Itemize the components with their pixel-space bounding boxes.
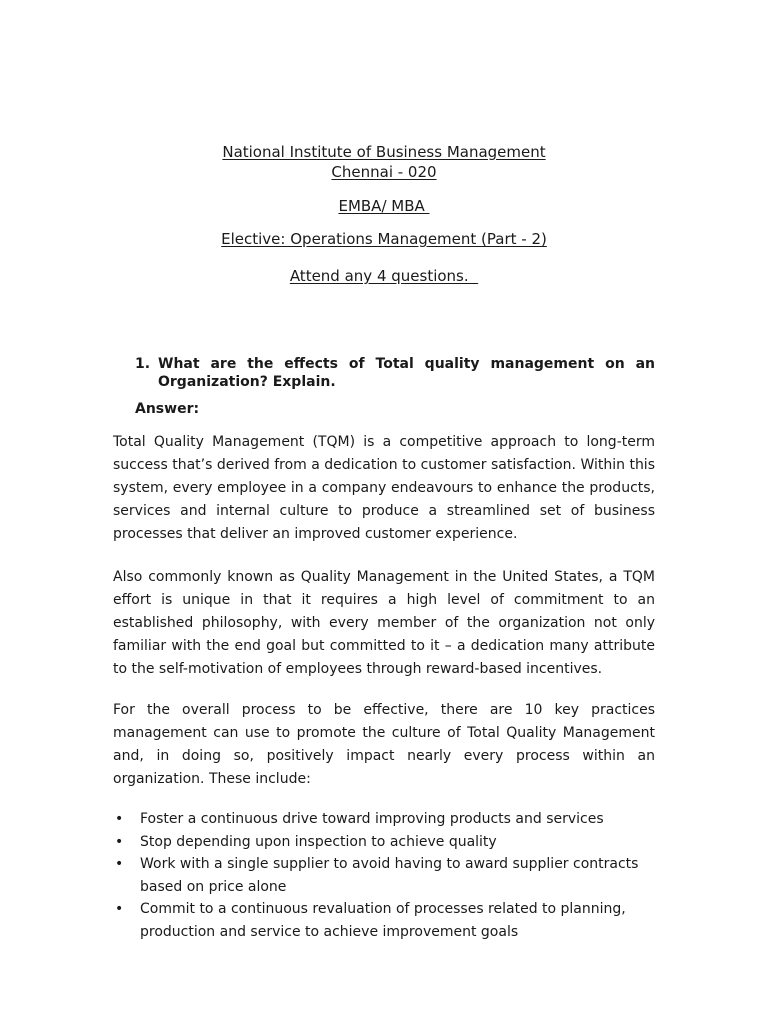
question-1 [135, 355, 655, 391]
institute-city: Chennai - 020 [331, 163, 437, 181]
bullet-icon: • [115, 901, 124, 917]
list-item [113, 898, 655, 943]
elective-title: Elective: Operations Management (Part - 2) [221, 230, 547, 248]
bullet-icon: • [115, 833, 124, 850]
program-title: EMBA/ MBA [338, 197, 430, 215]
paragraph-3: For the overall process to be effective, there are 10 key practices management can use to promote the culture of Total Quality Management and, in doing so, positively impact nearly every process within an organization. These include: [113, 702, 655, 787]
list-item-text: Work with a single supplier to avoid having to award supplier contracts based on price alone [140, 856, 639, 895]
practices-list [113, 808, 655, 943]
list-item [113, 808, 655, 831]
question-number: 1. [135, 356, 151, 372]
answer-label: Answer: [135, 401, 200, 417]
list-item-text: Foster a continuous drive toward improving products and services [140, 811, 604, 827]
bullet-icon: • [115, 856, 124, 872]
list-item [113, 831, 655, 854]
list-item-text: Stop depending upon inspection to achieve quality [140, 833, 497, 850]
list-item [113, 853, 655, 898]
paragraph-2: Also commonly known as Quality Management in the United States, a TQM effort is unique in that it requires a high level of commitment to an established philosophy, with every member of the organization not only familiar with the end goal but committed to it – a dedication many attribute to the self-motivation of employees through reward-based incentives. [113, 569, 655, 677]
list-item-text: Commit to a continuous revaluation of processes related to planning, production and service to achieve improvement goals [140, 901, 626, 940]
instruction-text: Attend any 4 questions. [289, 267, 479, 285]
paragraph-1: Total Quality Management (TQM) is a competitive approach to long-term success that’s derived from a dedication to customer satisfaction. Within this system, every employee in a company endeavours to enhance the products, services and internal culture to produce a streamlined set of business processes that deliver an improved customer experience. [113, 434, 655, 542]
institute-title: National Institute of Business Management [222, 143, 546, 161]
question-text: What are the effects of Total quality management on an Organization? Explain. [158, 356, 655, 390]
bullet-icon: • [115, 811, 124, 827]
